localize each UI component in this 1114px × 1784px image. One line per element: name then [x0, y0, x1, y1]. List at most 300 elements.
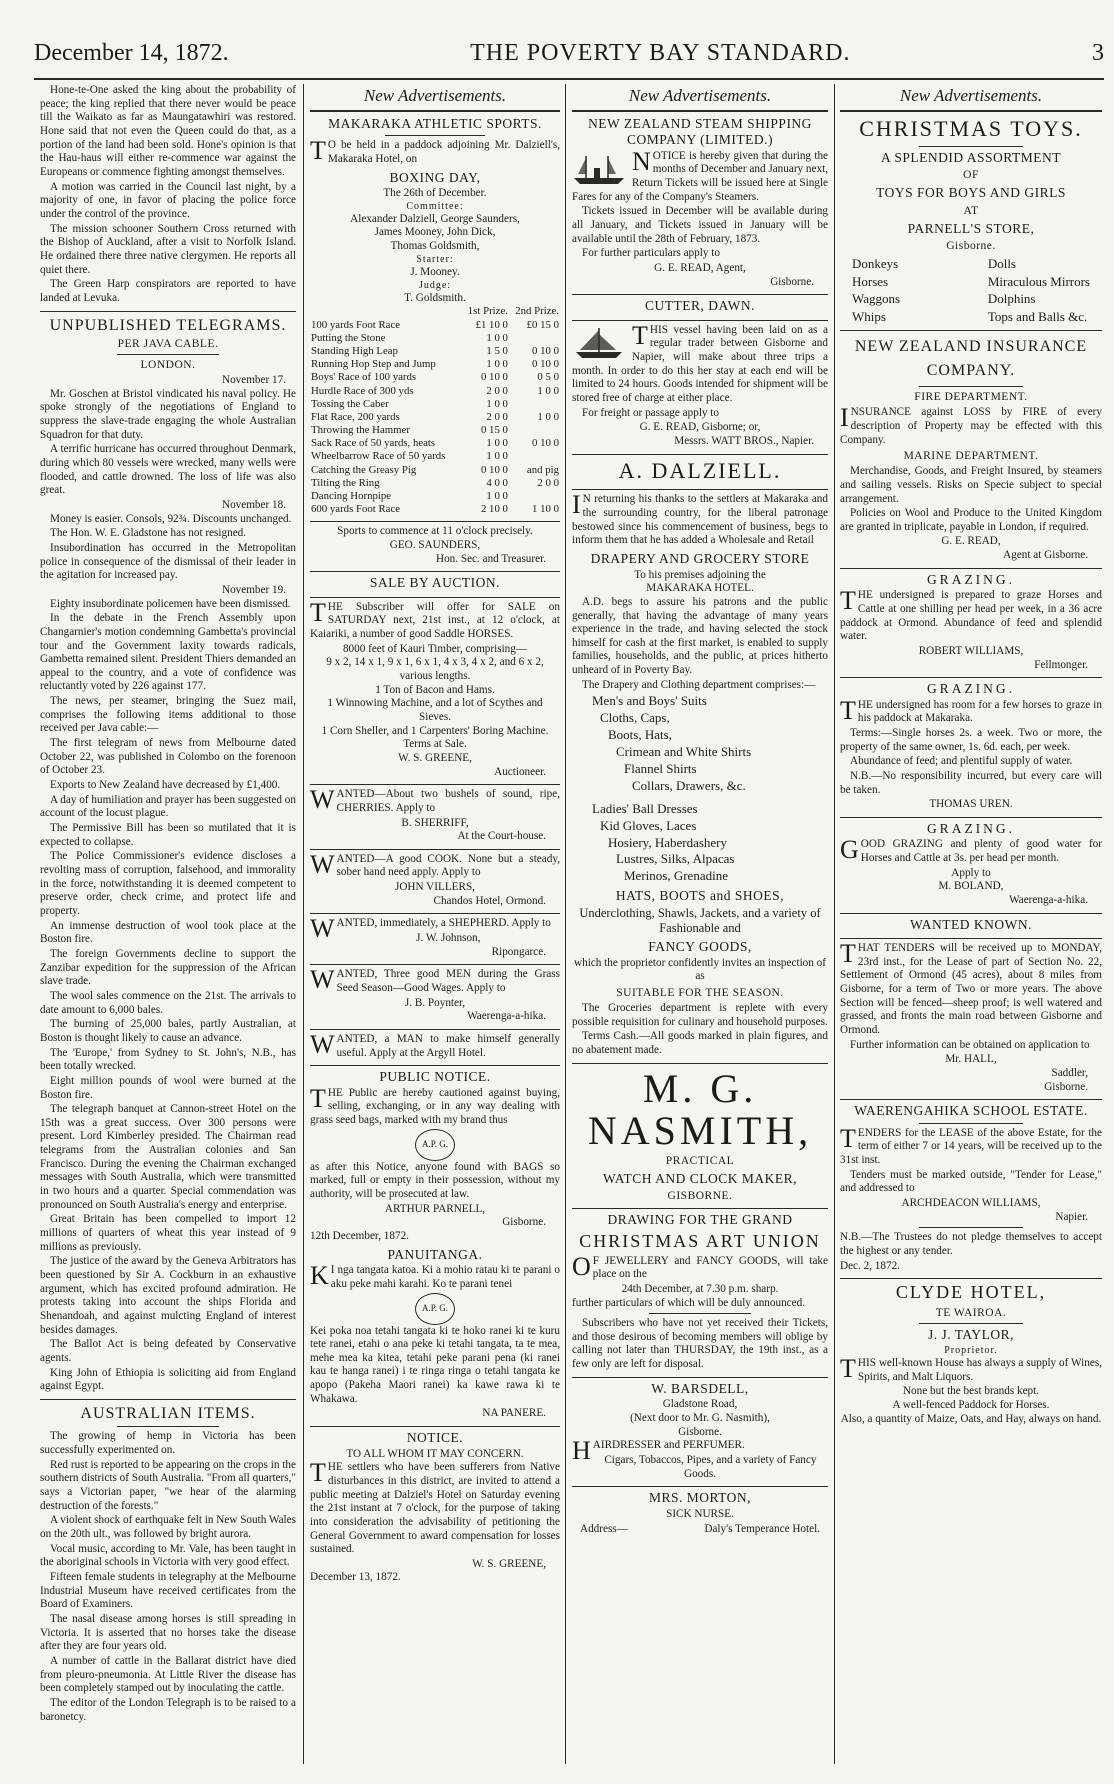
ad-line: (Next door to Mr. G. Nasmith), [630, 1411, 770, 1424]
ad-signature: J. B. Poynter, [404, 996, 466, 1009]
news-paragraph: The 'Europe,' from Sydney to St. John's, N.B., has been totally wrecked. [40, 1046, 296, 1073]
prize-amount: 0 15 0 [480, 424, 508, 437]
event-name: Tossing the Caber [311, 397, 389, 410]
prize-amount: 2 0 0 [486, 410, 508, 423]
prize-amount: 1 0 0 [486, 331, 508, 344]
divider [840, 938, 1102, 939]
divider [919, 1123, 1024, 1124]
divider [919, 386, 1024, 387]
ad-line: DRAWING FOR THE GRAND [607, 1212, 793, 1228]
list-item: Miraculous Mirrors [987, 273, 1090, 289]
ad-signature: GEO. SAUNDERS, [389, 538, 481, 551]
ad-paragraph: as after this Notice, anyone found with BAGS so marked, full or empty in their possession, without my authority, will be prosecuted at law. [310, 1160, 560, 1201]
event-name: Wheelbarrow Race of 50 yards [311, 450, 446, 463]
prize-row [310, 358, 560, 371]
divider [840, 1278, 1102, 1279]
event-name: Sack Race of 50 yards, heats [311, 437, 436, 450]
ad-line: Also, a quantity of Maize, Oats, and Hay, always on hand. [840, 1412, 1102, 1425]
prize-row [310, 464, 560, 477]
list-item: Waggons [852, 291, 901, 307]
prize-amount: £1 10 0 [475, 318, 508, 331]
committee-line: Thomas Goldsmith, [390, 240, 480, 253]
ad-signature-title: Gisborne. [770, 275, 814, 288]
ad-line: None but the best brands kept. [902, 1385, 1040, 1398]
prize-amount: 4 0 0 [486, 476, 508, 489]
event-name: Flat Race, 200 yards [311, 410, 400, 423]
news-paragraph: The nasal disease among horses is still spreading in Victoria. It is asserted that no horses take the disease after they are four years old. [40, 1613, 296, 1653]
masthead-rule [34, 78, 1104, 80]
ad-paragraph: THE Subscriber will offer for SALE on SATURDAY next, 21st inst., at 12 o'clock, at Kaiariki, a number of good Saddle HORSES. [310, 597, 560, 640]
news-paragraph: Fifteen female students in telegraphy at the Melbourne Industrial Museum have received certificates from the Board of Examiners. [40, 1571, 296, 1611]
ad-signature: G. E. READ, Agent, [654, 261, 746, 274]
event-name: Throwing the Hammer [311, 424, 410, 437]
prize-amount [509, 424, 560, 437]
event-name: Running Hop Step and Jump [311, 358, 436, 371]
ad-paragraph: For further particulars apply to [582, 247, 720, 260]
date-label: November 18. [221, 498, 286, 511]
prize-amount: and pig [526, 463, 559, 476]
wanted-ad: WANTED, immediately, a SHEPHERD. Apply to [310, 914, 551, 944]
ad-paragraph: HAIRDRESSER and PERFUMER. [572, 1436, 745, 1466]
divider [840, 913, 1102, 914]
ad-title: NOTICE. [406, 1430, 464, 1446]
ad-line: which the proprietor confidently invites an inspection of as [574, 956, 826, 983]
ad-line: 1 Corn Sheller, and 1 Carpenters' Boring Machine. [321, 724, 549, 737]
date-label: November 19. [221, 583, 286, 596]
prize-amount: 2 0 0 [486, 384, 508, 397]
ad-subtitle: TO ALL WHOM IT MAY CONCERN. [346, 1447, 524, 1460]
news-paragraph: Money is easier. Consols, 92¾. Discounts unchanged. [50, 512, 292, 525]
prize-amount: £0 15 0 [526, 318, 559, 331]
ad-signature: JOHN VILLERS, [395, 881, 475, 894]
ad-signature: ARCHDEACON WILLIAMS, [901, 1197, 1041, 1210]
news-paragraph: A day of humiliation and prayer has been suggested on account of the locust plague. [40, 793, 296, 820]
column-rule [565, 84, 566, 1764]
section-heading: UNPUBLISHED TELEGRAMS. [49, 316, 287, 334]
prize-row [310, 345, 560, 358]
ad-signature: W. S. GREENE, [398, 751, 472, 764]
wanted-ad: WANTED, a MAN to make himself generally useful. Apply at the Argyll Hotel. [310, 1030, 560, 1060]
ad-signature-title: Auctioneer. [494, 765, 546, 778]
ad-signature: Mr. HALL, [945, 1053, 997, 1066]
news-paragraph: A motion was carried in the Council last night, by a majority of one, in favor of placing the police force under the control of the province. [40, 180, 296, 220]
prize-amount: 1 0 0 [486, 437, 508, 450]
list-item: Men's and Boys' Suits [592, 693, 707, 709]
ad-line: SUITABLE FOR THE SEASON. [616, 986, 784, 999]
ad-signature: W. S. GREENE, [472, 1557, 546, 1570]
ad-signature: B. SHERRIFF, [401, 816, 469, 829]
prize-amount: 2 10 0 [480, 503, 508, 516]
news-paragraph: Mr. Goschen at Bristol vindicated his naval policy. He spoke strongly of the negotiations of England to suppress the slave-trade engaging the whole Australian Squadron for that duty. [40, 387, 296, 441]
date-label: November 17. [221, 374, 286, 387]
ad-title: WAERENGAHIKA SCHOOL ESTATE. [854, 1103, 1088, 1119]
prize-row [310, 437, 560, 450]
ad-title: MRS. MORTON, [648, 1490, 752, 1506]
prize-row [310, 371, 560, 384]
ad-line: Gisborne. [946, 240, 996, 252]
ad-title: CHRISTMAS ART UNION [579, 1230, 821, 1251]
page-number: 3 [1092, 40, 1104, 66]
event-name: Dancing Hornpipe [311, 489, 392, 502]
dateline: LONDON. [140, 359, 196, 372]
news-paragraph: The Ballot Act is being defeated by Conservative agents. [40, 1338, 296, 1364]
ad-paragraph: Subscribers who have not yet received their Tickets, and those desirous of becoming members will oblige by calling not later than THURSDAY, the 19th inst., as a few only are left for disposal. [572, 1317, 828, 1371]
ad-line: 24th December, at 7.30 p.m. sharp. [621, 1282, 779, 1295]
ad-paragraph: THE undersigned is prepared to graze Horses and Cattle at one shilling per head per week, in a 36 acre paddock at Ormond. Abundance of feed and splendid water. [840, 586, 1102, 643]
ad-paragraph: THE undersigned has room for a few horses to graze in his paddock at Makaraka. [840, 695, 1102, 725]
list-item: Dolls [987, 256, 1016, 272]
ad-line: WATCH AND CLOCK MAKER, [602, 1170, 797, 1186]
toys-list-left [852, 255, 900, 325]
ad-signature-title: Waerenga-a-hika. [1009, 894, 1088, 907]
ad-paragraph: NOTICE is hereby given that during the months of December and January next, Return Tickets will be issued here at Single Fares for any of the Company's Steamers. [572, 146, 828, 203]
divider [840, 1099, 1102, 1100]
toys-list [840, 255, 1102, 325]
store-heading: DRAPERY AND GROCERY STORE [590, 551, 810, 567]
ad-title: CUTTER, DAWN. [644, 298, 756, 314]
ad-line: J. J. TAYLOR, [927, 1327, 1015, 1343]
ad-line: TOYS FOR BOYS AND GIRLS [876, 185, 1066, 201]
ad-paragraph: GOOD GRAZING and plenty of good water for Horses and Cattle at 3s. per head per month. [840, 835, 1102, 865]
news-paragraph: A violent shock of earthquake felt in New South Wales on the 20th ult., was followed by bright aurora. [40, 1514, 296, 1541]
column-header: New Advertisements. [572, 84, 828, 112]
ad-signature: G. E. READ, Gisborne; or, [639, 421, 761, 434]
list-item: Collars, Drawers, &c. [632, 777, 746, 793]
prize-amount: 1 0 0 [486, 358, 508, 371]
ad-signature-title: Messrs. WATT BROS., Napier. [674, 434, 814, 447]
news-paragraph: Eighty insubordinate policemen have been dismissed. [50, 597, 291, 610]
ad-title: A. DALZIELL. [618, 457, 782, 483]
list-item: Merinos, Grenadine [624, 868, 728, 884]
divider [310, 964, 560, 965]
ad-line: GISBORNE. [667, 1190, 733, 1203]
brand-stamp: A.P. G. [415, 1293, 455, 1325]
news-paragraph: The Permissive Bill has been so mutilated that it is expected to collapse. [40, 822, 296, 848]
prize-amount: 1 0 0 [486, 397, 508, 410]
ad-line: 9 x 2, 14 x 1, 9 x 1, 6 x 1, 4 x 3, 4 x 2, and 6 x 2, various lengths. [326, 656, 544, 682]
prize-table [310, 305, 560, 516]
ad-line: Cigars, Tobaccos, Pipes, and a variety of Fancy Goods. [604, 1453, 817, 1480]
prize-amount: 0 10 0 [480, 371, 508, 384]
ad-title: NEW ZEALAND STEAM SHIPPING COMPANY (LIMITED.) [588, 115, 812, 148]
ad-date: 12th December, 1872. [310, 1230, 409, 1243]
ad-paragraph: OF JEWELLERY and FANCY GOODS, will take place on the [572, 1251, 828, 1281]
ad-line: Proprietor. [944, 1344, 998, 1356]
ad-signature: NA PANERE. [482, 1407, 546, 1420]
news-paragraph: The first telegram of news from Melbourne dated October 22, was published in Colombo on the forenoon of October 23. [40, 737, 296, 777]
list-item: Donkeys [852, 256, 899, 272]
ad-paragraph: A.D. begs to assure his patrons and the public generally, that having the advantage of many years experience in the trade, and having selected the stock himself for cash at the first market, is enabled to supply families, households, and the public, at prices hitherto unheard of in Poverty Bay. [572, 595, 828, 677]
column-rule [303, 84, 304, 1764]
ad-signature-title: Chandos Hotel, Ormond. [433, 894, 546, 907]
prize-amount: 0 10 0 [480, 463, 508, 476]
news-paragraph: The news, per steamer, bringing the Suez mail, comprises the following items additional to those received per Java cable:— [40, 695, 296, 735]
column-news [40, 84, 296, 1764]
prize-row [310, 319, 560, 332]
starter-heading: Starter: [416, 253, 454, 265]
newspaper-title: THE POVERTY BAY STANDARD. [470, 40, 851, 66]
divider [310, 571, 560, 572]
prize-row [310, 424, 560, 437]
ad-paragraph: IN returning his thanks to the settlers at Makaraka and the surrounding country, for the liberal patronage bestowed since his commencement of business, begs to inform them that he has added a Wholesale and Retail [572, 490, 828, 547]
ad-line: A well-fenced Paddock for Horses. [892, 1398, 1050, 1411]
prize-amount [509, 332, 560, 345]
prize-amount [509, 490, 560, 503]
event-name: Putting the Stone [311, 331, 386, 344]
divider [310, 597, 560, 598]
ad-line: Gladstone Road, [662, 1398, 738, 1411]
ad-signature-title: Ripongarce. [491, 945, 546, 958]
ad-title: PANUITANGA. [387, 1246, 483, 1262]
ad-signature-title: Hon. Sec. and Treasurer. [436, 552, 546, 565]
news-paragraph: The justice of the award by the Geneva Arbitrators has been questioned by Sir A. Cockburn in an exhaustive argument, which has excited profound admiration. He protests taking into account the ships Florida and Shenandoah, and against mulcting England of interest besides damages. [40, 1255, 296, 1336]
ad-paragraph: Tickets issued in December will be available during all January, and Tickets issued in January will be available until the 28th of February, 1873. [572, 205, 828, 245]
prize-row [310, 503, 560, 516]
ad-paragraph: further particulars of which will be duly announced. [572, 1296, 805, 1309]
prize-row [310, 450, 560, 463]
ad-paragraph: For freight or passage apply to [582, 406, 720, 419]
list-item: Tops and Balls &c. [987, 308, 1088, 324]
wanted-ad: WANTED—About two bushels of sound, ripe, CHERRIES. Apply to [310, 785, 560, 815]
ad-signature-title: Waerenga-a-hika. [467, 1010, 546, 1023]
ad-paragraph: TO be held in a paddock adjoining Mr. Dalziell's, Makaraka Hotel, on [310, 136, 560, 166]
news-paragraph: Hone-te-One asked the king about the probability of peace; the king replied that there never would be peace till the Waikato as far as Maungatawhiri was restored. Hone said that not even the Queen could do that, as a portion of the land had been sold. Hone's opinion is that the Hau-haus will either re-commence war against the Europeans or commence fighting amongst themselves. [40, 84, 296, 178]
divider [310, 913, 560, 914]
ad-signature: M. BOLAND, [938, 880, 1004, 893]
toys-list-right [988, 255, 1090, 325]
masthead [34, 40, 1104, 76]
divider [40, 1399, 296, 1400]
news-paragraph: The Police Commissioner's evidence discloses a revolting mass of corruption, falsehood, and immorality in the force, notwithstanding it is deemed competent to preserve order, check crime, and protect life and property. [40, 850, 296, 917]
ad-paragraph: Merchandise, Goods, and Freight Insured, by steamers and sailing vessels. Risks on Specie subject to special arrangement. [840, 465, 1102, 505]
ad-title: GRAZING. [926, 820, 1016, 836]
event-name: Tilting the Ring [311, 476, 380, 489]
divider [649, 1313, 751, 1314]
ad-line: A SPLENDID ASSORTMENT [881, 149, 1061, 165]
sailing-ship-icon [572, 326, 626, 360]
ad-paragraph: KI nga tangata katoa. Ki a mohio ratau ki te parani o aku peke mahi karahi. Ko te parani tenei [310, 1261, 560, 1291]
prize-row [310, 385, 560, 398]
ad-line: Daly's Temperance Hotel. [704, 1523, 820, 1536]
divider [310, 849, 560, 850]
ad-title: NEW ZEALAND INSURANCE COMPANY. [854, 338, 1088, 380]
ad-line: Apply to [951, 866, 991, 879]
ad-signature: ARTHUR PARNELL, [384, 1202, 486, 1215]
ad-title: CLYDE HOTEL, [895, 1282, 1047, 1303]
news-paragraph: The Green Harp conspirators are reported to have landed at Levuka. [40, 278, 296, 304]
ad-paragraph: Kei poka noa tetahi tangata ki te hoko ranei ki te kuru tete ranei, etahi o ana peke ki tetahi tangata, ta te mea, mehe mea ka kitea, tetahi peke parani pena (ki ranei kau te hanga ranei) i te ringa ringa o tetahi tangata ke apopo (Pakeha Maori ranei) ka kawe rawa ki te Whakawa. [310, 1324, 560, 1405]
ad-signature: ROBERT WILLIAMS, [918, 644, 1024, 657]
prize-row [310, 411, 560, 424]
ad-line: MAKARAKA HOTEL. [646, 582, 754, 595]
prize-amount: 0 5 0 [537, 371, 559, 384]
list-item: Horses [852, 273, 889, 289]
ad-line: 1 Ton of Bacon and Hams. [375, 683, 495, 696]
ad-line: FIRE DEPARTMENT. [914, 391, 1028, 404]
ad-date: Dec. 2, 1872. [840, 1259, 900, 1272]
prize-amount: 1 0 0 [486, 489, 508, 502]
divider [310, 1029, 560, 1030]
news-paragraph: The burning of 25,000 bales, partly Australian, at Boston is thought likely to cause an advance. [40, 1018, 296, 1044]
prize-amount: 1 5 0 [486, 345, 508, 357]
prize-amount: 1 10 0 [532, 503, 559, 516]
ad-line: To his premises adjoining the [634, 568, 766, 581]
ad-paragraph: THIS vessel having been laid on as a regular trader between Gisborne and Napier, will make about three trips a month. In order to do this her stay at each end will be limited to 24 hours. Goods intended for shipment will be stored free of charge at either place. [572, 320, 828, 404]
prize-row [310, 477, 560, 490]
list-item: Boots, Hats, [608, 727, 672, 743]
prize-amount: 1 0 0 [537, 384, 559, 397]
ad-signature: THOMAS UREN. [929, 798, 1013, 811]
prize-row [310, 332, 560, 345]
ad-title: MAKARAKA ATHLETIC SPORTS. [328, 115, 542, 131]
divider [840, 568, 1102, 569]
ad-line: PRACTICAL [665, 1154, 735, 1167]
committee-line: James Mooney, John Dick, [374, 226, 496, 239]
prize-amount: 0 10 0 [532, 358, 559, 371]
divider [572, 1208, 828, 1209]
issue-date: December 14, 1872. [34, 40, 229, 66]
goods-list [572, 693, 828, 794]
list-item: Kid Gloves, Laces [600, 817, 697, 833]
divider [310, 1426, 560, 1427]
prize-row [310, 490, 560, 503]
divider [385, 135, 485, 136]
divider [117, 354, 219, 355]
ad-line: Sports to commence at 11 o'clock precisely. [337, 525, 533, 538]
event-name: 100 yards Foot Race [311, 318, 401, 331]
divider [840, 330, 1102, 331]
news-paragraph: An immense destruction of wool took place at the Boston fire. [40, 919, 296, 946]
ad-signature: J. W. Johnson, [416, 932, 481, 945]
ad-title: M. G. NASMITH, [587, 1065, 813, 1153]
event-day: BOXING DAY, [389, 169, 481, 185]
prize-amount: 1 0 0 [486, 450, 508, 463]
list-item: Dolphins [987, 291, 1036, 307]
news-paragraph: King John of Ethiopia is soliciting aid from England against Egypt. [40, 1366, 296, 1393]
ad-line: MARINE DEPARTMENT. [903, 450, 1039, 463]
ad-signature-title: At the Court-house. [457, 830, 546, 843]
divider [310, 784, 560, 785]
list-item: Lustres, Silks, Alpacas [616, 851, 735, 867]
ad-line: Underclothing, Shawls, Jackets, and a variety of Fashionable and [579, 905, 821, 935]
divider [572, 1063, 828, 1064]
committee-heading: Committee: [406, 200, 464, 212]
list-item: Hosiery, Haberdashery [608, 834, 727, 850]
ad-line: TE WAIROA. [935, 1307, 1007, 1320]
section-heading: AUSTRALIAN ITEMS. [80, 1404, 256, 1422]
committee-line: Alexander Dalziell, George Saunders, [350, 212, 520, 225]
news-paragraph: A number of cattle in the Ballarat district have died from pleuro-pneumonia. At Little River the disease has been completely stamped out by inoculating the cattle. [40, 1654, 296, 1695]
news-paragraph: A terrific hurricane has occurred throughout Denmark, during which 80 vessels were wrecked, many wells were flooded, and cattle drowned. The loss of life was also great. [40, 443, 296, 497]
ad-line: FANCY GOODS, [648, 939, 752, 955]
news-paragraph: Eight million pounds of wool were burned at the Boston fire. [40, 1074, 296, 1101]
ad-paragraph: THE Public are hereby cautioned against buying, selling, exchanging, or in any way dealing with grass seed bags, marked with my brand thus [310, 1083, 560, 1127]
ad-paragraph: N.B.—The Trustees do not pledge themselves to accept the highest or any tender. [840, 1231, 1102, 1258]
ad-title: W. BARSDELL, [651, 1380, 749, 1396]
ad-title: GRAZING. [926, 571, 1016, 587]
ad-line: 8000 feet of Kauri Timber, comprising— [342, 642, 528, 655]
list-item: Whips [852, 308, 886, 324]
column-header: New Advertisements. [840, 84, 1102, 112]
divider [572, 489, 828, 490]
ad-paragraph: The Groceries department is replete with every possible requisition for culinary and household purposes. [572, 1002, 828, 1028]
column-advertisements-4 [840, 84, 1102, 1764]
divider [840, 677, 1102, 678]
list-item: Ladies' Ball Dresses [592, 800, 698, 816]
ad-date: December 13, 1872. [310, 1571, 401, 1584]
section-subheading: PER JAVA CABLE. [117, 338, 219, 351]
ad-signature-title: Napier. [1055, 1210, 1088, 1223]
judge-heading: Judge: [418, 279, 452, 291]
prize-amount [509, 450, 560, 463]
ad-line: OF [963, 169, 979, 182]
divider [572, 1486, 828, 1487]
brand-stamp: A.P. G. [415, 1129, 455, 1161]
news-paragraph: Vocal music, according to Mr. Vale, has been taught in the aboriginal schools in Victoria with very good effect. [40, 1542, 296, 1569]
ad-line: PARNELL'S STORE, [907, 220, 1035, 236]
news-paragraph: The telegraph banquet at Cannon-street Hotel on the 15th was a great success. Over 300 persons were present. Lord Kimberley presided. The Chairman read telegrams from the Australian colonies and San Francisco. During the evening the Chairman exchanged messages with South Australia, which were transmitted in two hours and a quarter. Special commendation was pronounced on South Australia's energy and enterprise. [40, 1103, 296, 1211]
ad-paragraph: THAT TENDERS will be received up to MONDAY, 23rd inst., for the Lease of part of Section No. 22, Settlement of Ormond (45 acres), about 8 miles from Gisborne, for a term of Two or more years. The above Section will be fenced—sheep proof; is well watered and grassed, and fronts the main road between Gisborne and Ormond. [840, 939, 1102, 1037]
event-name: Boys' Race of 100 yards [311, 371, 417, 384]
ad-line: Terms at Sale. [403, 738, 467, 751]
ad-paragraph: Further information can be obtained on application to [850, 1038, 1090, 1051]
divider [310, 521, 560, 522]
ad-signature-title: Saddler, [1051, 1067, 1088, 1080]
divider [310, 1065, 560, 1066]
divider [572, 1377, 828, 1378]
ad-line: Gisborne. [678, 1425, 722, 1438]
ad-line: SICK NURSE. [666, 1507, 734, 1520]
steamship-icon [572, 152, 626, 186]
divider [572, 294, 828, 295]
news-paragraph: The Hon. W. E. Gladstone has not resigned. [50, 527, 247, 540]
event-name: Standing High Leap [311, 345, 398, 357]
divider [40, 311, 296, 312]
ad-paragraph: Tenders must be marked outside, "Tender for Lease," and addressed to [840, 1168, 1102, 1195]
ad-paragraph: Terms:—Single horses 2s. a week. Two or more, the property of the same owner, 1s. 6d. each, per week. [840, 726, 1102, 753]
news-paragraph: The editor of the London Telegraph is to be raised to a baronetcy. [40, 1696, 296, 1723]
ad-paragraph: The Drapery and Clothing department comprises:— [582, 678, 816, 691]
ad-paragraph: THIS well-known House has always a supply of Wines, Spirits, and Malt Liquors. [840, 1354, 1102, 1384]
prize-amount: 0 10 0 [532, 437, 559, 450]
ad-signature-title: Gisborne. [1044, 1080, 1088, 1093]
ad-title: CHRISTMAS TOYS. [859, 115, 1083, 141]
event-name: Hurdle Race of 300 yds [311, 384, 414, 397]
column-header: New Advertisements. [310, 84, 560, 112]
news-paragraph: The wool sales commence on the 21st. The arrivals to date amount to 6,000 bales. [40, 989, 296, 1016]
ad-signature-title: Fellmonger. [1034, 658, 1088, 671]
ad-title: WANTED KNOWN. [910, 916, 1032, 932]
news-paragraph: The mission schooner Southern Cross returned with the Bishop of Auckland, after a visit to Norfolk Island. He ordained there three native clergymen. He reports all quiet there. [40, 222, 296, 276]
divider [572, 320, 828, 321]
ad-signature: G. E. READ, [941, 535, 1001, 548]
list-item: Crimean and White Shirts [616, 744, 752, 760]
judge-name: T. Goldsmith. [404, 291, 466, 304]
ad-line: HATS, BOOTS and SHOES, [615, 888, 785, 904]
news-paragraph: Great Britain has been compelled to import 12 millions of quarters of wheat this year instead of 9 millions as previously. [40, 1213, 296, 1253]
prize-amount [509, 398, 560, 411]
prize-header: 2nd Prize. [515, 305, 559, 318]
list-item: Flannel Shirts [624, 761, 697, 776]
event-name: Catching the Greasy Pig [311, 463, 417, 476]
wanted-ad: WANTED, Three good MEN during the Grass Seed Season—Good Wages. Apply to [310, 965, 560, 995]
divider [919, 146, 1024, 147]
prize-amount: 0 10 0 [532, 345, 559, 357]
prize-row [310, 398, 560, 411]
wanted-ad: WANTED—A good COOK. None but a steady, sober hand need apply. Apply to [310, 849, 560, 879]
ad-line: AT [963, 204, 979, 217]
news-paragraph: Exports to New Zealand have decreased by £1,400. [50, 779, 281, 792]
